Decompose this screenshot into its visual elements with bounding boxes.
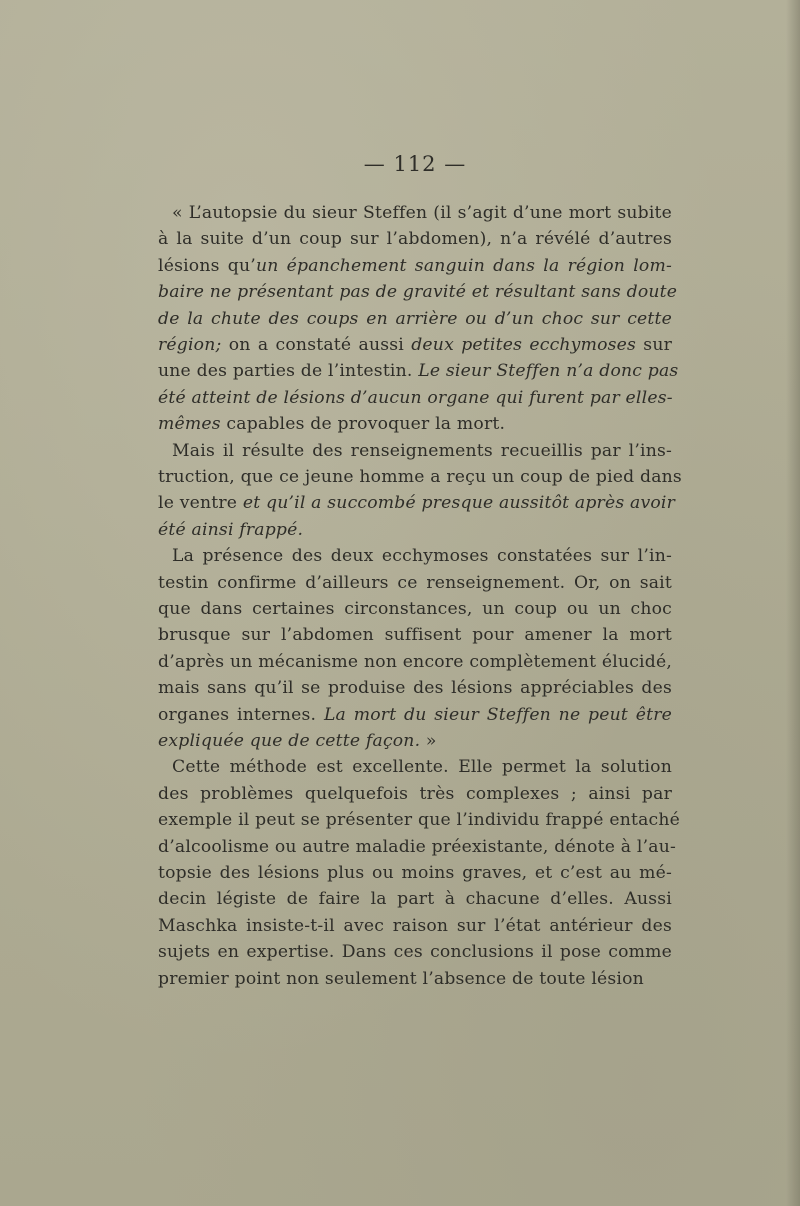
text-run: decin légiste de faire la part à chacune d’elles. Aussi [158, 889, 672, 910]
text-line [158, 438, 672, 464]
text-run: truction, que ce jeune homme a reçu un coup de pied dans [158, 467, 682, 487]
text-run: sujets en expertise. Dans ces conclusions il pose comme [158, 942, 672, 963]
text-line [158, 570, 672, 596]
page-edge-shadow [786, 0, 800, 1206]
text-run: à la suite d’un coup sur l’abdomen), n’a révélé d’autres [158, 229, 672, 250]
text-line [158, 226, 672, 252]
italic-text: expliquée que de cette façon. [158, 731, 421, 751]
text-run: sur [636, 335, 672, 355]
text-run: lésions qu’ [158, 255, 256, 276]
text-line [158, 675, 672, 701]
text-run: une des parties de l’intestin. [158, 361, 419, 382]
text-line [158, 306, 672, 332]
text-run: Mais il résulte des renseignements recueillis par l’ins- [172, 440, 672, 461]
text-run: d’alcoolisme ou autre maladie préexistante, dénote à l’au- [158, 836, 676, 857]
text-run: des problèmes quelquefois très complexes ; ainsi par [158, 783, 672, 804]
italic-text: et qu’il a succombé presque aussitôt après avoir [242, 493, 676, 514]
text-line [158, 860, 672, 886]
text-line [158, 332, 672, 358]
text-run: capables de provoquer la mort. [220, 414, 506, 435]
text-line [158, 490, 676, 516]
text-line [158, 411, 672, 437]
text-run: le ventre [158, 493, 243, 514]
text-run: » [420, 731, 437, 751]
text-run: mais sans qu’il se produise des lésions appréciables des [158, 678, 672, 699]
italic-text: région; [158, 335, 222, 355]
text-line [158, 754, 672, 780]
italic-text: deux petites ecchymoses [411, 335, 637, 355]
text-run: brusque sur l’abdomen suffisent pour amener la mort [158, 625, 672, 646]
text-line [158, 464, 682, 490]
text-run: exemple il peut se présenter que l’individu frappé entaché [158, 810, 681, 831]
text-run: d’après un mécanisme non encore complètement élucidé, [158, 651, 672, 672]
text-line [158, 543, 672, 569]
page-number: — 112 — [363, 152, 467, 176]
text-run: organes internes. [158, 704, 324, 725]
text-line [158, 358, 679, 384]
text-line [158, 385, 672, 411]
text-run: « L’autopsie du sieur Steffen (il s’agit d’une mort subite [172, 203, 672, 223]
text-run: La présence des deux ecchymoses constatées sur l’in- [172, 546, 672, 567]
text-line [158, 966, 672, 992]
text-line [158, 622, 672, 648]
text-line [158, 517, 672, 543]
text-line [158, 807, 681, 833]
italic-text: baire ne présentant pas de gravité et résultant sans doute [158, 282, 678, 303]
italic-text: un épanchement sanguin dans la région lom- [255, 255, 672, 276]
text-run: topsie des lésions plus ou moins graves, et c’est au mé- [158, 863, 672, 883]
text-line [158, 781, 672, 807]
text-run: que dans certaines circonstances, un coup ou un choc [158, 599, 672, 619]
text-line [158, 886, 672, 912]
italic-text: Le sieur Steffen n’a donc pas [418, 361, 679, 382]
text-line [158, 939, 672, 965]
text-run: Cette méthode est excellente. Elle permet la solution [172, 757, 672, 778]
italic-text: été ainsi frappé. [158, 519, 304, 540]
italic-text: de la chute des coups en arrière ou d’un choc sur cette [158, 308, 672, 329]
text-line [158, 702, 672, 728]
italic-text: La mort du sieur Steffen ne peut être [323, 704, 673, 725]
text-run: testin confirme d’ailleurs ce renseignement. Or, on sait [158, 572, 672, 593]
text-line [158, 596, 672, 622]
italic-text: été atteint de lésions d’aucun organe qui furent par elles- [158, 387, 673, 408]
italic-text: mêmes [158, 414, 221, 435]
text-run: on a constaté aussi [221, 335, 412, 355]
text-line [158, 834, 676, 860]
text-line [158, 649, 672, 675]
text-run: premier point non seulement l’absence de toute lésion [158, 968, 644, 989]
text-line [158, 279, 678, 305]
text-line [158, 728, 672, 754]
text-line [158, 253, 672, 279]
text-line [158, 913, 672, 939]
text-line [158, 200, 672, 226]
text-run: Maschka insiste-t-il avec raison sur l’état antérieur des [158, 915, 672, 936]
